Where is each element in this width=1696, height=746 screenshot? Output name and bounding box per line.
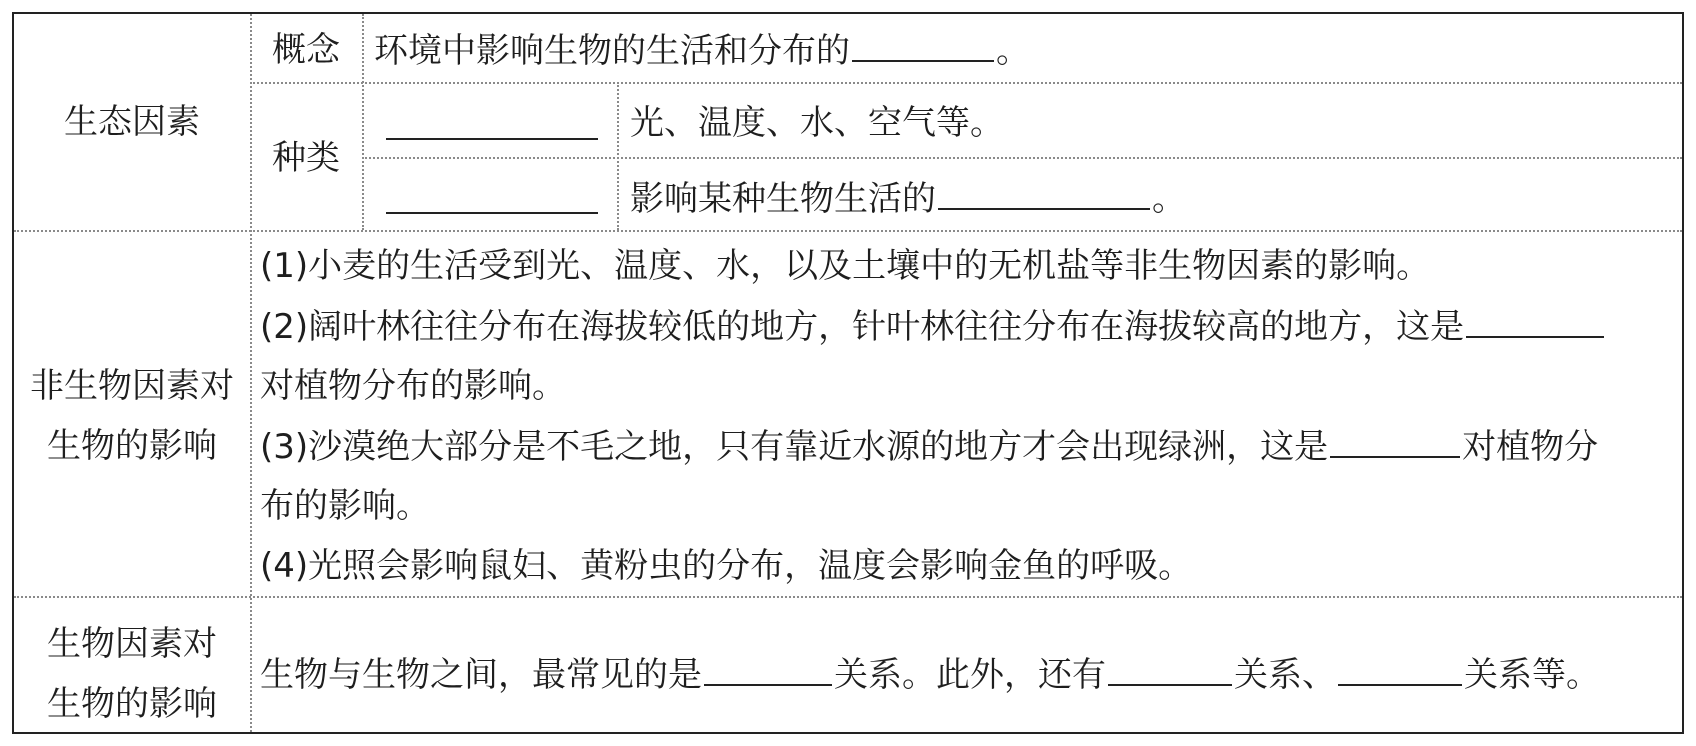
abiotic-item-2-text: (2)阔叶林往往分布在海拔较低的地方，针叶林往往分布在海拔较高的地方，这是 <box>260 307 1465 347</box>
abiotic-item-1: (1)小麦的生活受到光、温度、水，以及土壤中的无机盐等非生物因素的影响。 <box>260 246 1431 286</box>
answer-blank[interactable] <box>386 212 598 214</box>
row-label-biotic-line2: 生物的影响 <box>47 684 217 724</box>
answer-blank[interactable] <box>1108 654 1232 686</box>
concept-text-after: 。 <box>996 31 1030 71</box>
answer-blank[interactable] <box>852 30 994 62</box>
biotic-text-part2: 关系。此外，还有 <box>834 655 1106 695</box>
abiotic-item-3-line1 <box>260 426 1598 467</box>
abiotic-item-3-text-before: (3)沙漠绝大部分是不毛之地，只有靠近水源的地方才会出现绿洲，这是 <box>260 427 1329 467</box>
abiotic-item-4: (4)光照会影响鼠妇、黄粉虫的分布，温度会影响金鱼的呼吸。 <box>260 546 1193 586</box>
column-divider <box>362 14 364 230</box>
column-divider <box>617 82 619 230</box>
biotic-relations-text <box>260 654 1600 695</box>
abiotic-item-3-line2: 布的影响。 <box>260 486 430 526</box>
biotic-kinds-text-after: 。 <box>1152 179 1186 219</box>
concept-text-before: 环境中影响生物的生活和分布的 <box>374 31 850 71</box>
abiotic-kinds-text: 光、温度、水、空气等。 <box>630 103 1004 143</box>
biotic-kinds-text-before: 影响某种生物生活的 <box>630 179 936 219</box>
row-divider <box>14 230 1682 232</box>
biotic-kinds-text <box>630 178 1186 219</box>
answer-blank[interactable] <box>386 138 598 140</box>
biotic-text-part4: 关系等。 <box>1464 655 1600 695</box>
row-label-abiotic-line2: 生物的影响 <box>47 426 217 466</box>
abiotic-item-3-text-after: 对植物分 <box>1462 427 1599 467</box>
answer-blank[interactable] <box>1330 426 1460 458</box>
answer-blank[interactable] <box>704 654 832 686</box>
answer-blank[interactable] <box>1338 654 1462 686</box>
abiotic-item-2-line1 <box>260 306 1606 347</box>
answer-blank[interactable] <box>938 178 1150 210</box>
biotic-text-part3: 关系、 <box>1234 655 1336 695</box>
row-divider <box>14 596 1682 598</box>
abiotic-item-2-line2: 对植物分布的影响。 <box>260 366 566 406</box>
concept-text <box>374 30 1030 71</box>
row-divider <box>362 157 1682 159</box>
row-divider <box>250 82 1682 84</box>
kinds-label: 种类 <box>272 138 340 178</box>
answer-blank[interactable] <box>1466 306 1604 338</box>
row-label-abiotic-line1: 非生物因素对 <box>30 366 234 406</box>
row-label-biotic-line1: 生物因素对 <box>47 624 217 664</box>
row-label-ecological-factors: 生态因素 <box>64 102 200 142</box>
biotic-text-part1: 生物与生物之间，最常见的是 <box>260 655 702 695</box>
column-divider <box>250 14 252 732</box>
concept-label: 概念 <box>272 30 340 70</box>
